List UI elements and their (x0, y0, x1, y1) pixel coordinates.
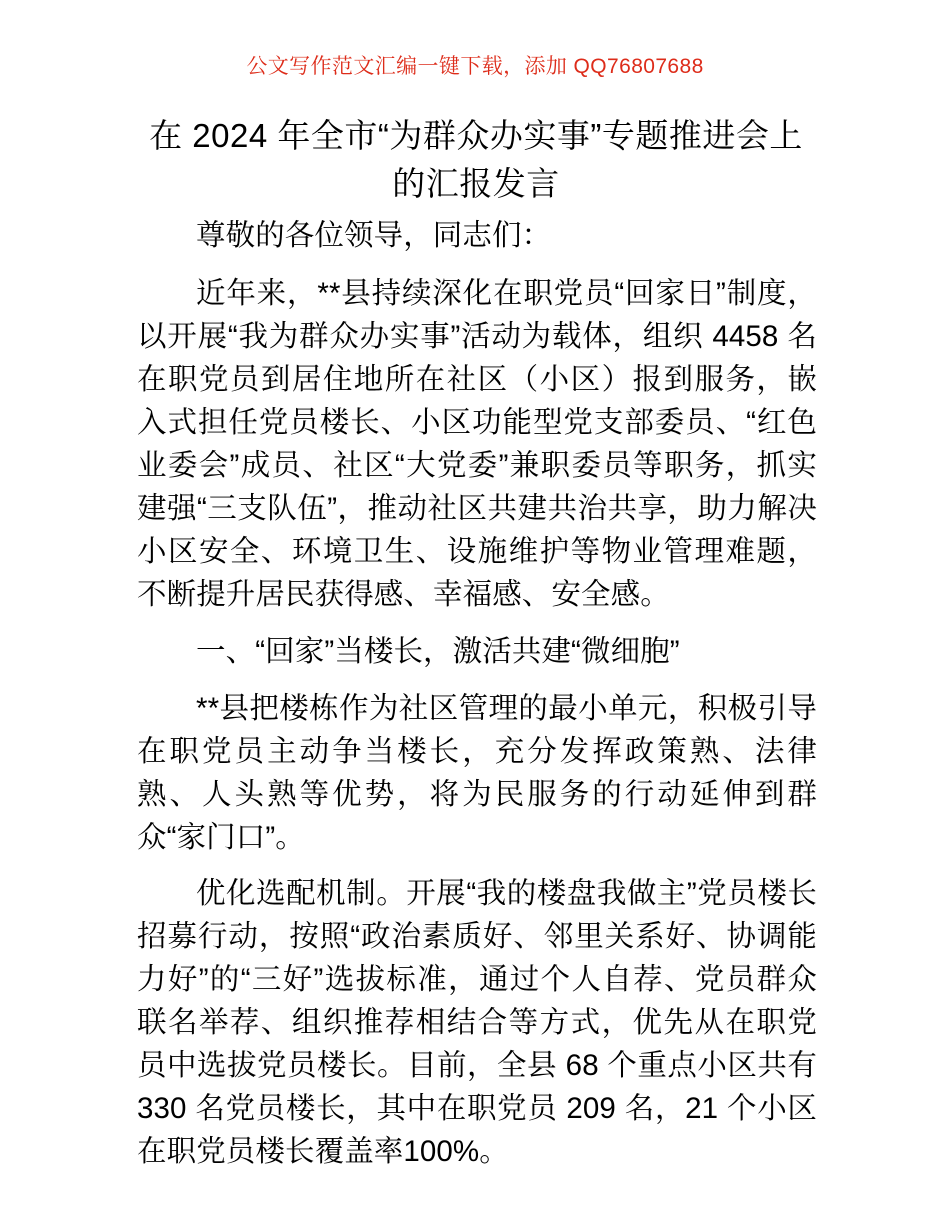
body-paragraph-2: **县把楼栋作为社区管理的最小单元，积极引导在职党员主动争当楼长，充分发挥政策熟、法律熟、人头熟等优势，将为民服务的行动延伸到群众“家门口”。 (137, 692, 817, 854)
section-heading-1: 一、“回家”当楼长，激活共建“微细胞” (196, 635, 680, 668)
page-title: 在 2024 年全市“为群众办实事”专题推进会上的汇报发言 (149, 117, 803, 202)
body-paragraph-1: 近年来，**县持续深化在职党员“回家日”制度，以开展“我为群众办实事”活动为载体，组织 4458 名在职党员到居住地所在社区（小区）报到服务，嵌入式担任党员楼长、小区功能型党支部委员、“红色业委会”成员、社区“大党委”兼职委员等职务，抓实建强“三支队伍”，推动社区共建共治共享，助力解决小区安全、环境卫生、设施维护等物业管理难题，不断提升居民获得感、幸福感、安全感。 (137, 277, 817, 611)
document-body (137, 214, 817, 1187)
salutation-paragraph: 尊敬的各位领导，同志们： (196, 219, 552, 252)
watermark-banner: 公文写作范文汇编一键下载，添加 QQ76807688 (246, 55, 704, 78)
body-paragraph-3: 优化选配机制。开展“我的楼盘我做主”党员楼长招募行动，按照“政治素质好、邻里关系好、协调能力好”的“三好”选拔标准，通过个人自荐、党员群众联名举荐、组织推荐相结合等方式，优先从在职党员中选拔党员楼长。目前，全县 68 个重点小区共有 330 名党员楼长，其中在职党员 209 名，21 个小区在职党员楼长覆盖率100%。 (137, 877, 817, 1168)
